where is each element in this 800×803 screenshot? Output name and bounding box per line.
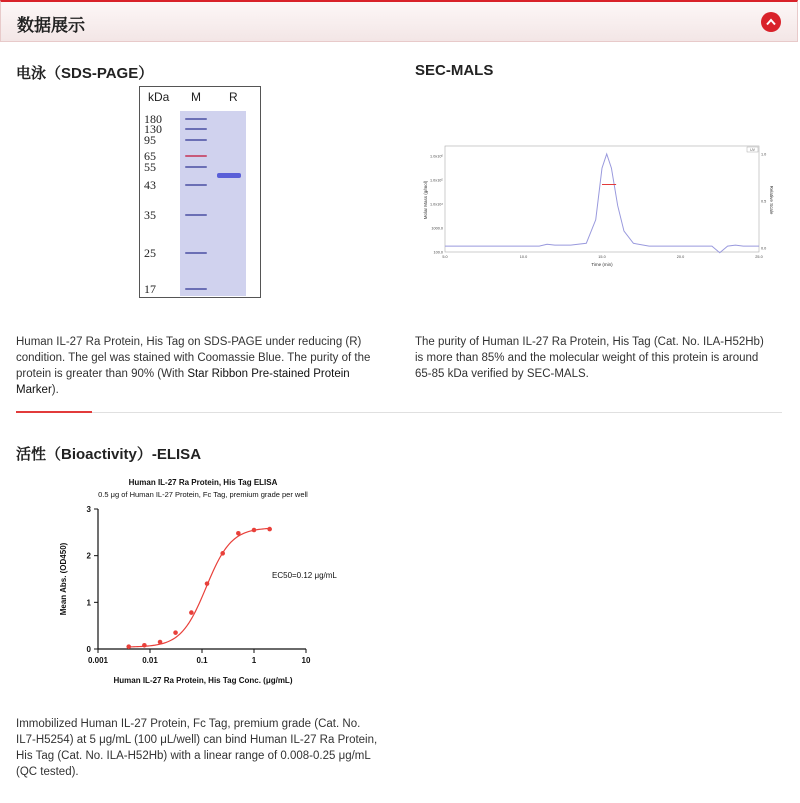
sec-mals-chart: [415, 140, 775, 270]
data-point: [236, 531, 241, 536]
sec-y2-tick-label: 1.0: [761, 152, 767, 157]
ladder-band: [185, 128, 207, 130]
sec-x-tick-label: 5.0: [442, 255, 448, 259]
sec-mals-title: SEC-MALS: [415, 62, 494, 79]
ladder-band: [185, 288, 207, 290]
sec-y-tick-label: 100.0: [433, 250, 443, 255]
sds-desc-text-end: ).: [51, 384, 59, 396]
sec-ylabel: Molar Mass (g/mol): [423, 180, 428, 220]
mw-marker: 95: [144, 133, 156, 147]
sec-y2label: Relative Scale: [769, 185, 774, 215]
x-tick-label: 0.1: [196, 656, 208, 665]
sample-band: [217, 173, 241, 178]
mw-marker: 17: [144, 282, 156, 296]
sec-mals-description: The purity of Human IL-27 Ra Protein, His Tag (Cat. No. ILA-H52Hb) is more than 85% and the molecular weight of this protein is around 65-85 kDa verified by SEC-MALS.: [415, 336, 764, 380]
elisa-chart: [50, 475, 390, 690]
data-point: [158, 640, 163, 645]
data-point: [220, 551, 225, 556]
y-tick-label: 0: [86, 645, 91, 654]
sec-x-tick-label: 20.0: [676, 255, 685, 259]
mw-marker: 65: [144, 149, 156, 163]
mw-marker: 130: [144, 122, 162, 136]
data-point: [173, 630, 178, 635]
header-title: 数据展示: [17, 16, 85, 35]
sec-y2-tick-label: 0.5: [761, 199, 767, 204]
fit-curve: [129, 528, 270, 646]
gel-lanes: [180, 111, 246, 296]
elisa-chart-subtitle: 0.5 μg of Human IL-27 Protein, Fc Tag, premium grade per well: [98, 490, 308, 499]
ladder-band: [185, 118, 207, 120]
x-tick-label: 0.01: [142, 656, 158, 665]
sds-page-description: [16, 334, 378, 398]
data-display-header: [0, 0, 798, 42]
y-tick-label: 1: [86, 598, 91, 608]
sec-x-tick-label: 25.0: [755, 255, 763, 259]
mw-marker: 180: [144, 112, 162, 126]
sec-x-tick-label: 10.0: [519, 255, 528, 259]
sds-page-title: 电泳（SDS-PAGE）: [16, 65, 154, 82]
data-point: [252, 528, 257, 533]
ladder-band: [185, 184, 207, 186]
sec-y-tick-label: 1.0x10⁶: [430, 154, 443, 159]
ladder-band: [185, 252, 207, 254]
y-tick-label: 2: [86, 551, 91, 561]
elisa-description: Immobilized Human IL-27 Protein, Fc Tag, premium grade (Cat. No. IL7-H5254) at 5 μg/mL (100 μL/well) can bind Human IL-27 Ra Protein, His Tag (Cat. No. ILA-H52Hb) with a linear range of 0.008-0.25 μg/mL (QC tested).: [16, 718, 378, 778]
sec-x-tick-label: 15.0: [598, 255, 606, 259]
ladder-band: [185, 155, 207, 157]
elisa-title: 活性（Bioactivity）-ELISA: [16, 446, 202, 463]
sds-desc-text: Human IL-27 Ra Protein, His Tag on SDS-PAGE under reducing (R) condition. The gel was stained with Coomassie Blue. The purity of the protein is greater than 90% (With: [16, 336, 371, 380]
plot-frame: [445, 146, 759, 252]
sds-page-gel: [139, 86, 261, 298]
mw-marker: 55: [144, 160, 156, 174]
section-divider: [16, 412, 782, 413]
mw-marker: 43: [144, 178, 156, 192]
legend-text: UV: [750, 148, 755, 152]
data-point: [267, 527, 272, 532]
y-tick-label: 3: [86, 505, 91, 514]
chevron-up-icon: [766, 18, 776, 26]
data-point: [142, 643, 147, 648]
sec-y2-tick-label: 0.0: [761, 246, 767, 251]
data-point: [126, 644, 131, 649]
sec-y-tick-label: 1.0x10⁴: [429, 202, 443, 207]
sec-y-tick-label: 1000.0: [431, 226, 443, 231]
x-tick-label: 10: [301, 656, 311, 665]
collapse-button[interactable]: [761, 12, 781, 32]
sec-xlabel: Time (min): [591, 262, 613, 267]
data-point: [189, 610, 194, 615]
sec-y-tick-label: 1.0x10⁵: [430, 178, 443, 183]
elisa-chart-title: Human IL-27 Ra Protein, His Tag ELISA: [128, 478, 278, 487]
mw-marker: 35: [144, 208, 156, 222]
elisa-xlabel: Human IL-27 Ra Protein, His Tag Conc. (μg/mL): [113, 676, 293, 685]
elisa-ylabel: Mean Abs. (OD450): [59, 542, 68, 616]
ec50-annotation: EC50=0.12 μg/mL: [272, 571, 337, 580]
x-tick-label: 0.001: [87, 656, 109, 665]
mw-marker: 25: [144, 246, 156, 260]
x-tick-label: 1: [251, 656, 257, 665]
lane-r-label: R: [229, 90, 238, 104]
ladder-band: [185, 139, 207, 141]
ladder-band: [185, 214, 207, 216]
data-point: [205, 581, 210, 586]
kda-label: kDa: [148, 90, 170, 104]
section-divider-accent: [16, 411, 92, 413]
star-ribbon-marker-link[interactable]: Star Ribbon Pre-stained Protein Marker: [16, 368, 350, 396]
ladder-band: [185, 166, 207, 168]
lane-m-label: M: [191, 90, 201, 104]
